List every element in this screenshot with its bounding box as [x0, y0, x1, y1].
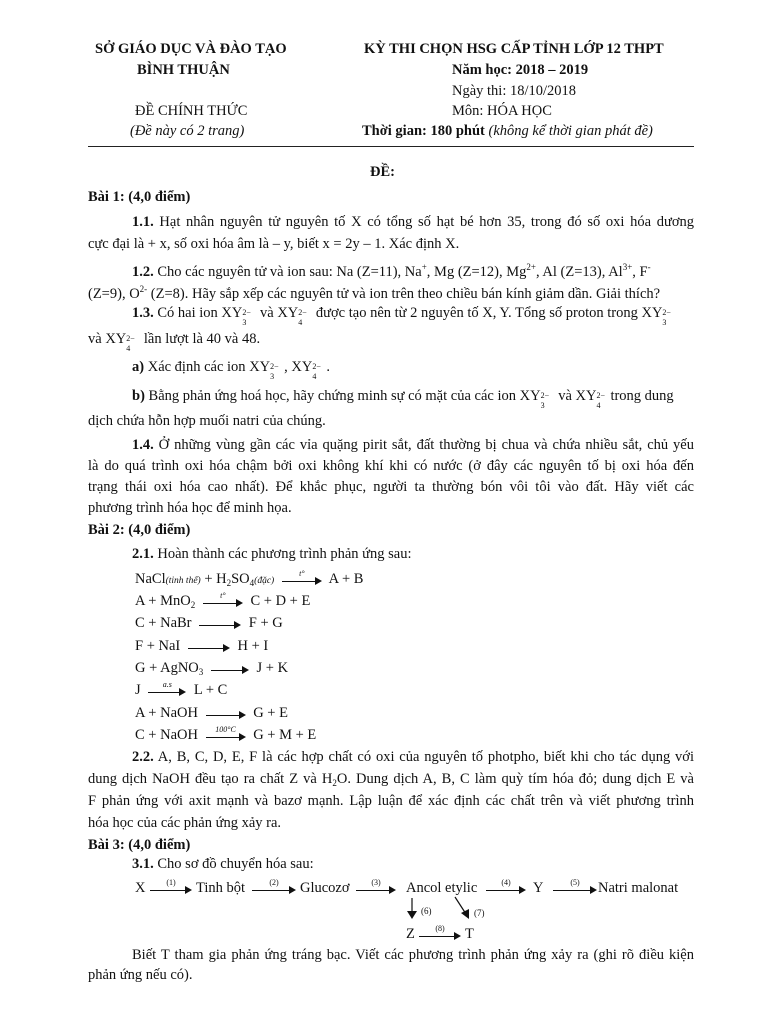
p13-text-b2: lần lượt là 40 và 48. [143, 331, 261, 347]
eq2-rhs: C + D + E [250, 593, 311, 609]
eq1-rhs: A + B [328, 571, 364, 587]
xy3-ion-4: 2− 3 [540, 390, 550, 410]
p13-number: 1.3. [132, 305, 154, 321]
p14-text-a: Ở những vùng gần các vỉa quặng pirit sắt, đất thường bị chua và chứa nhiều sắt, chủ yếu [158, 437, 694, 453]
p22-text-a: A, B, C, D, E, F là các hợp chất có oxi của nguyên tố photpho, biết khi cho tác dụng với [157, 749, 694, 765]
time-limit-note: (không kể thời gian phát đề) [488, 123, 653, 139]
p12-text-b1: (Z=9), O [88, 286, 140, 302]
bai1-title: Bài 1: (4,0 điểm) [88, 189, 191, 205]
p12-text-a2: , Mg (Z=12), Mg [426, 264, 527, 280]
eq4-arrow [188, 640, 230, 654]
eq5-rhs: J + K [256, 660, 289, 676]
p13-text-a3: được tạo nên từ 2 nguyên tố X, Y. Tổng số proton trong [315, 305, 638, 321]
eq1-mid3: (đặc) [254, 576, 275, 586]
p14-line2: là do quá trình oxi hóa chậm bởi oxi không khí khi có nước (ở đây các nguyên tố bị oxi hóa đến [88, 458, 694, 474]
step-7-label: (7) [474, 908, 485, 918]
p22-line3: F phản ứng với axit mạnh và bazơ mạnh. Lập luận để xác định các chất trên và viết phương trình [88, 793, 694, 809]
p31-line [88, 855, 694, 873]
p12-text-b2: (Z=8). Hãy sắp xếp các nguyên tử và ion trên theo chiều bán kính giảm dần. Giải thích? [147, 286, 661, 302]
down-arrow-7 [452, 896, 472, 922]
eq1-mid2: SO [231, 571, 250, 587]
down-arrow-6 [404, 897, 420, 921]
subject: Môn: HÓA HỌC [452, 103, 552, 119]
eq7-rhs: G + E [253, 705, 288, 721]
equation-3 [135, 614, 283, 632]
p13b-label: b) [132, 388, 145, 404]
eq8-condition: 100°C [215, 724, 236, 734]
exam-date: Ngày thi: 18/10/2018 [452, 83, 577, 99]
p22-line2 [88, 770, 694, 792]
official-label: ĐỀ CHÍNH THỨC [135, 103, 248, 119]
chain-x: X [135, 880, 146, 896]
de-title: ĐỀ: [370, 164, 395, 180]
chain-y: Y [533, 880, 544, 896]
equation-6 [135, 681, 227, 699]
chain-natri-malonat: Natri malonat [598, 880, 679, 896]
p13b-and: và [558, 388, 572, 404]
mg-charge: 2+ [526, 262, 536, 272]
p21-text: Hoàn thành các phương trình phản ứng sau: [157, 546, 412, 562]
p13-text-a2: và [260, 305, 274, 321]
eq2-sub-2: 2 [190, 600, 196, 610]
eq7-lhs: A + NaOH [135, 705, 198, 721]
xy3-ion-3: 2− 3 [270, 361, 279, 381]
chain-t: T [465, 926, 474, 942]
p11-line2: cực đại là + x, số oxi hóa âm là – y, biết x = 2y – 1. Xác định X. [88, 236, 460, 252]
eq2-condition: t° [220, 590, 226, 600]
step-6-label: (6) [421, 906, 432, 916]
bai2-title: Bài 2: (4,0 điểm) [88, 522, 191, 538]
eq8-lhs: C + NaOH [135, 727, 198, 743]
step-5-label: (5) [570, 877, 580, 887]
p12-line1 [88, 258, 694, 281]
time-limit [362, 123, 653, 140]
p13a-text: Xác định các ion [147, 359, 246, 375]
eq5-sub-3: 3 [198, 667, 204, 677]
eq7-arrow [206, 707, 246, 721]
p11-text-a: Hạt nhân nguyên tử nguyên tố X có tổng số hạt bé hơn 35, trong đó số oxi hóa dương [159, 214, 695, 230]
eq1-mid: + H [204, 571, 227, 587]
p21-number: 2.1. [132, 546, 154, 562]
p22-text-b2: O. Dung dịch A, B, C làm quỳ tím hóa đỏ; dung dịch E và [336, 771, 694, 787]
o-charge: 2- [139, 284, 148, 294]
al-charge: 3+ [622, 262, 633, 272]
eq1-lhs: NaCl [135, 571, 166, 587]
p12-number: 1.2. [132, 264, 154, 280]
p12-line2 [88, 280, 694, 303]
p14-number: 1.4. [132, 437, 154, 453]
eq1-sub-2: 2 [226, 578, 232, 588]
eq6-lhs: J [135, 682, 141, 698]
eq1-condition: t° [299, 568, 305, 578]
p22-text-b1: dung dịch NaOH đều tạo ra chất Z và H [88, 771, 333, 787]
p13a-label: a) [132, 359, 145, 375]
h2o-sub: 2 [332, 778, 337, 788]
eq3-rhs: F + G [248, 615, 283, 631]
chain-arrow-1 [150, 879, 192, 897]
p12-text-a4: , F [632, 264, 648, 280]
equation-7 [135, 704, 288, 722]
eq4-rhs: H + I [237, 638, 269, 654]
eq5-lhs: G + AgNO [135, 660, 199, 676]
p11-number: 1.1. [132, 214, 154, 230]
p13-text-b1: và [88, 331, 102, 347]
xy4-ion-4: 2− 4 [596, 390, 605, 410]
xy4-ion-3: 2− 4 [312, 361, 321, 381]
eq1-arrow [282, 568, 322, 587]
equation-8 [135, 726, 316, 744]
chain-arrow-4 [486, 879, 526, 897]
eq8-arrow [206, 724, 246, 743]
province-name: BÌNH THUẬN [137, 62, 230, 78]
xy3-ion-2: 2− 3 [662, 307, 671, 327]
equation-2 [135, 592, 310, 614]
p21-line [88, 545, 694, 563]
p13b-text: Bằng phản ứng hoá học, hãy chứng minh sự có mặt của các ion [148, 388, 516, 404]
chain-arrow-5 [553, 879, 597, 897]
p22-line4: hóa học của các phản ứng xảy ra. [88, 815, 282, 831]
time-limit-value: Thời gian: 180 phút [362, 123, 485, 139]
eq1-sub-4: 4 [249, 578, 255, 588]
school-year: Năm học: 2018 – 2019 [452, 62, 589, 78]
bai3-title: Bài 3: (4,0 điểm) [88, 837, 191, 853]
na-plus-charge: + [421, 262, 427, 272]
p14-line3: trạng thái oxi hóa cao nhất). Để khắc phục, người ta thường bón vôi tôi vào đất. Hãy viết các [88, 479, 694, 495]
p13-line2: và XY 2− 4 lần lượt là 40 và 48. [88, 331, 261, 353]
xy4-ion-2: 2− 4 [126, 333, 135, 353]
p31-note-line2: phản ứng nếu có). [88, 967, 193, 983]
step-3-label: (3) [371, 877, 381, 887]
p13a-line: a) Xác định các ion XY 2− 3 , XY 2− 4 . [132, 359, 330, 381]
equation-1 [135, 570, 363, 592]
chain-z: Z [406, 926, 415, 942]
p13b-line1: b) Bằng phản ứng hoá học, hãy chứng minh sự có mặt của các ion XY 2− 3 và XY 2− 4 trong dung [132, 388, 674, 410]
p22-number: 2.2. [132, 749, 154, 765]
p22-line1 [88, 748, 694, 766]
department-name: SỞ GIÁO DỤC VÀ ĐÀO TẠO [95, 41, 287, 57]
eq2-arrow [203, 590, 243, 609]
page-count-note: (Đề này có 2 trang) [130, 123, 245, 139]
chain-glucozo: Glucozơ [300, 880, 350, 896]
p11-line1 [88, 213, 694, 231]
p31-note-line1: Biết T tham gia phản ứng tráng bạc. Viết các phương trình phản ứng xảy ra (ghi rõ điều kiện [132, 947, 694, 963]
eq6-rhs: L + C [193, 682, 228, 698]
eq6-condition: a.s [162, 679, 172, 689]
p13-line1: 1.3. Có hai ion XY 2− 3 và XY 2− 4 được tạo nên từ 2 nguyên tố X, Y. Tổng số proton trong XY 2− 3 [88, 304, 694, 322]
eq6-arrow [148, 679, 186, 698]
eq5-arrow [211, 662, 249, 676]
step-4-label: (4) [501, 877, 511, 887]
eq4-lhs: F + NaI [135, 638, 181, 654]
p31-text: Cho sơ đồ chuyển hóa sau: [157, 856, 314, 872]
xy3-ion: 2− 3 [242, 307, 251, 327]
p13b-line2: dịch chứa hỗn hợp muối natri của chúng. [88, 413, 326, 429]
p12-text-a: Cho các nguyên tử và ion sau: Na (Z=11), Na [157, 264, 422, 280]
p13-text-a1: Có hai ion [157, 305, 218, 321]
eq2-lhs: A + MnO [135, 593, 191, 609]
exam-title: KỲ THI CHỌN HSG CẤP TỈNH LỚP 12 THPT [364, 41, 664, 57]
p14-line4: phương trình hóa học để minh họa. [88, 500, 292, 516]
chain-arrow-3 [356, 879, 396, 897]
chain-arrow-8 [419, 925, 461, 943]
p13b-end: trong dung [610, 388, 674, 404]
step-8-label: (8) [435, 923, 445, 933]
p12-text-a3: , Al (Z=13), Al [535, 264, 623, 280]
xy4-ion: 2− 4 [298, 307, 307, 327]
eq8-rhs: G + M + E [253, 727, 317, 743]
equation-4 [135, 637, 268, 655]
p31-number: 3.1. [132, 856, 154, 872]
equation-5 [135, 659, 288, 681]
chain-ancol-etylic: Ancol etylic [406, 880, 478, 896]
header-divider [88, 146, 694, 147]
step-1-label: (1) [166, 877, 176, 887]
chain-arrow-2 [252, 879, 296, 897]
eq1-lhs-note: (tinh thể) [165, 576, 201, 586]
eq3-arrow [199, 617, 241, 631]
f-charge: - [647, 262, 651, 272]
chain-tinh-bot: Tinh bột [196, 880, 246, 896]
step-2-label: (2) [269, 877, 279, 887]
p14-line1 [88, 436, 694, 454]
eq3-lhs: C + NaBr [135, 615, 192, 631]
